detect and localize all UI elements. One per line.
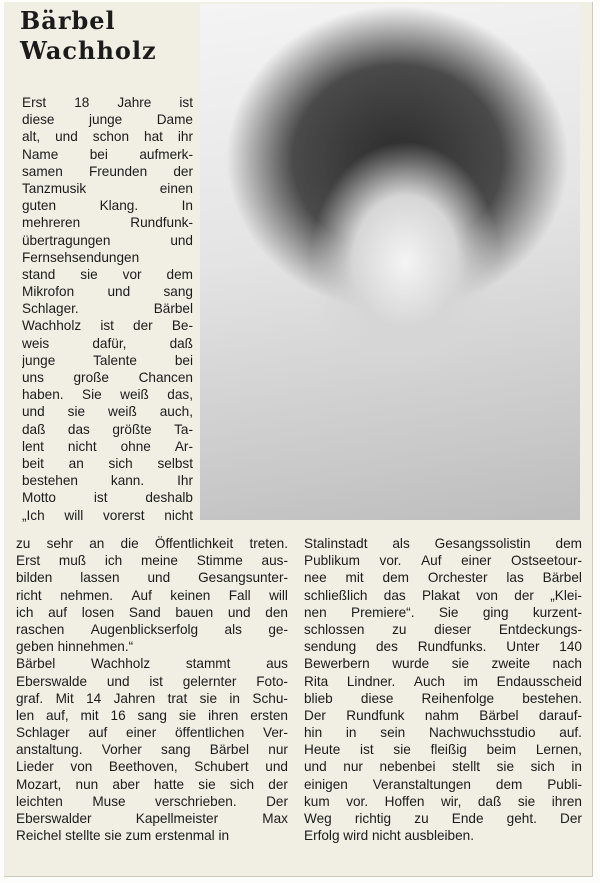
article-text-line: Stalinstadt als Gesangssolistin dem — [304, 536, 582, 551]
article-text-line: Bewerbern wurde sie zweite nach — [304, 656, 582, 672]
newspaper-clipping — [4, 2, 593, 877]
article-text-line: raschen Augenblickserfolg als ge- — [16, 621, 288, 637]
article-text-line: mehreren Rundfunk- — [22, 215, 193, 231]
bottom-right-column — [304, 535, 582, 844]
portrait-photo — [200, 4, 580, 520]
article-text-line: Heute ist sie fleißig beim Lernen, — [304, 742, 582, 758]
article-text-line: len auf, mit 16 sang sie ihren ersten — [16, 707, 288, 723]
article-text-line: ich auf losen Sand bauen und den — [16, 604, 288, 620]
article-text-line: Mozart, nun aber hatte sie sich der — [16, 776, 288, 792]
article-text-line: stand sie vor dem — [22, 266, 193, 282]
article-text-line: Reichel stellte sie zum erstenmal in — [16, 828, 230, 844]
article-text-line: Erst muß ich meine Stimme aus- — [16, 553, 288, 569]
article-text-line: Schlager auf einer öffentlichen Ver- — [16, 725, 288, 741]
article-text-line: bilden lassen und Gesangsunter- — [16, 570, 288, 586]
article-text-line: guten Klang. In — [22, 198, 193, 214]
article-text-line: Eberswalde und ist gelernter Foto- — [16, 673, 288, 689]
article-text-line: samen Freunden der — [22, 163, 193, 179]
article-text-line: uns große Chancen — [22, 370, 193, 385]
headline-line: Bärbel — [20, 6, 116, 35]
article-text-line: Wachholz ist der Be- — [22, 318, 193, 334]
article-text-line: weis dafür, daß — [22, 335, 193, 351]
article-text-line: „Ich will vorerst nicht — [22, 507, 193, 523]
article-text-line: Rita Lindner. Auch im Endausscheid — [304, 673, 582, 689]
article-text-line: und nur nebenbei stellt sie sich in — [304, 759, 582, 775]
article-text-line: Mikrofon und sang — [22, 284, 193, 300]
article-text-line: daß das größte Ta- — [22, 421, 193, 437]
article-text-line: nen Premiere“. Sie ging kurzent- — [304, 604, 582, 620]
article-text-line: anstaltung. Vorher sang Bärbel nur — [16, 742, 288, 758]
article-text-line: nee mit dem Orchester las Bärbel — [304, 570, 582, 586]
bottom-left-column — [16, 535, 288, 844]
article-text-line: Motto ist deshalb — [22, 490, 193, 506]
article-text-line: schließlich das Plakat von der „Klei- — [304, 587, 582, 603]
article-text-line: Publikum vor. Auf einer Ostseetour- — [304, 553, 582, 569]
article-text-line: schlossen zu dieser Entdeckungs- — [304, 621, 582, 637]
article-text-line: Fernsehsendungen — [22, 249, 140, 265]
article-text-line: haben. Sie weiß das, — [22, 387, 193, 403]
article-text-line: graf. Mit 14 Jahren trat sie in Schu- — [16, 690, 288, 706]
article-text-line: übertragungen und — [22, 232, 193, 248]
article-text-line: Bärbel Wachholz stammt aus — [16, 656, 288, 672]
article-text-line: blieb diese Reihenfolge bestehen. — [304, 690, 582, 706]
article-text-line: alt, und schon hat ihr — [22, 129, 193, 145]
article-text-line: lent nicht ohne Ar- — [22, 438, 193, 454]
article-text-line: leichten Muse verschrieben. Der — [16, 793, 288, 809]
article-text-line: Tanzmusik einen — [22, 180, 193, 196]
article-text-line: richt nehmen. Auf keinen Fall will — [16, 587, 288, 603]
article-text-line: kum vor. Hoffen wir, daß sie ihren — [304, 793, 582, 809]
article-text-line: geben hinnehmen.“ — [16, 639, 134, 655]
article-text-line: Eberswalder Kapellmeister Max — [16, 811, 288, 826]
article-text-line: und sie weiß auch, — [22, 404, 193, 420]
article-text-line: junge Talente bei — [22, 352, 193, 368]
headline — [20, 6, 180, 66]
article-text-line: Der Rundfunk nahm Bärbel darauf- — [304, 707, 582, 723]
article-text-line: einigen Veranstaltungen dem Publi- — [304, 776, 582, 792]
article-text-line: sendung des Rundfunks. Unter 140 — [304, 639, 582, 655]
article-text-line: bestehen kann. Ihr — [22, 473, 193, 489]
article-text-line: Name bei aufmerk- — [22, 146, 193, 162]
article-text-line: Lieder von Beethoven, Schubert und — [16, 759, 288, 775]
article-text-line: Erfolg wird nicht ausbleiben. — [304, 828, 475, 844]
article-text-line: hin in sein Nachwuchsstudio auf. — [304, 725, 582, 741]
article-text-line: beit an sich selbst — [22, 455, 193, 471]
article-text-line: Weg richtig zu Ende geht. Der — [304, 811, 582, 826]
article-text-line: Erst 18 Jahre ist — [22, 95, 193, 110]
article-text-line: zu sehr an die Öffentlichkeit treten. — [16, 536, 288, 551]
article-text-line: diese junge Dame — [22, 112, 193, 128]
left-column — [22, 94, 193, 524]
article-text-line: Schlager. Bärbel — [22, 301, 193, 317]
headline-line: Wachholz — [20, 36, 157, 65]
